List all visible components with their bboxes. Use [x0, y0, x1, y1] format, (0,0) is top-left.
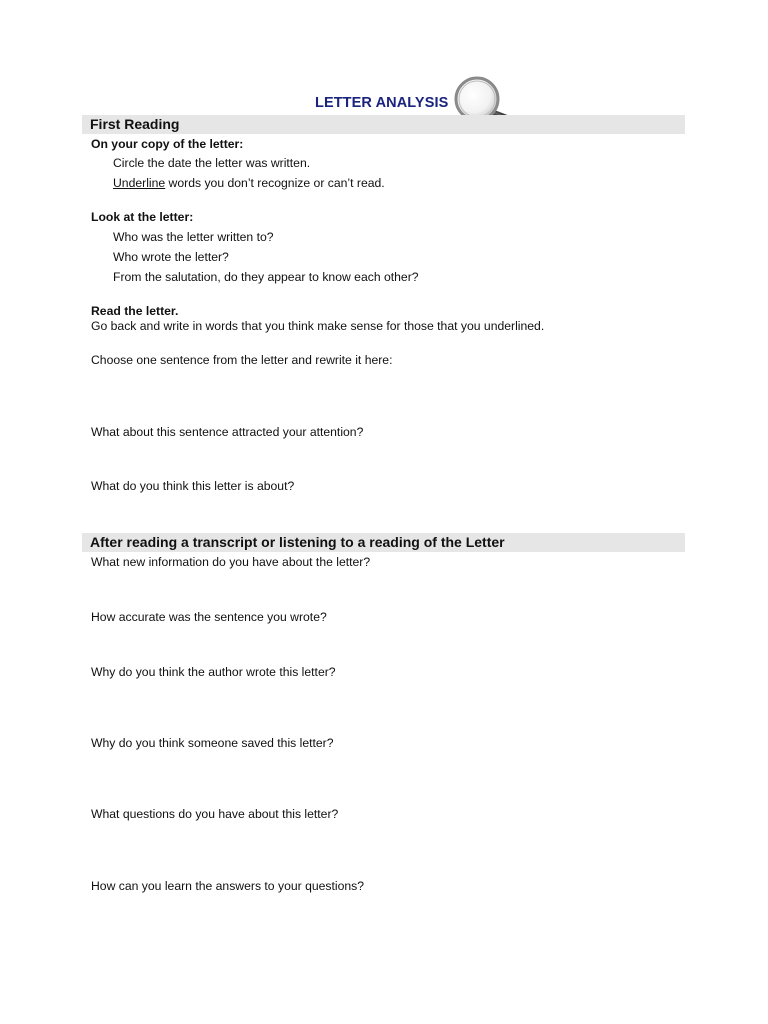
- question: How can you learn the answers to your questions?: [91, 879, 365, 893]
- section-header-first-reading: [82, 115, 685, 134]
- underline-word: Underline: [113, 176, 166, 190]
- look-label: Look at the letter:: [91, 210, 194, 224]
- look-item: Who was the letter written to?: [113, 230, 274, 244]
- look-item: Who wrote the letter?: [113, 250, 229, 264]
- question: What do you think this letter is about?: [91, 479, 295, 493]
- section-header-after-reading: [82, 533, 685, 552]
- look-item: From the salutation, do they appear to know each other?: [113, 270, 419, 284]
- section-heading: First Reading: [90, 116, 180, 132]
- question: What new information do you have about the letter?: [91, 555, 371, 569]
- page-title: LETTER ANALYSIS: [315, 95, 449, 111]
- section-heading: After reading a transcript or listening to a reading of the Letter: [90, 534, 505, 550]
- copy-item: Circle the date the letter was written.: [113, 156, 311, 170]
- copy-label: On your copy of the letter:: [91, 137, 244, 151]
- question: What questions do you have about this letter?: [91, 807, 339, 821]
- read-label: Read the letter.: [91, 304, 179, 318]
- copy-item-rest: words you don’t recognize or can’t read.: [165, 176, 385, 190]
- question: What about this sentence attracted your attention?: [91, 425, 364, 439]
- question: Choose one sentence from the letter and rewrite it here:: [91, 353, 393, 367]
- question: How accurate was the sentence you wrote?: [91, 610, 327, 624]
- read-text: Go back and write in words that you think make sense for those that you underlined.: [91, 319, 545, 333]
- copy-item-underline: [113, 176, 385, 191]
- question: Why do you think someone saved this letter?: [91, 736, 334, 750]
- question: Why do you think the author wrote this letter?: [91, 665, 336, 679]
